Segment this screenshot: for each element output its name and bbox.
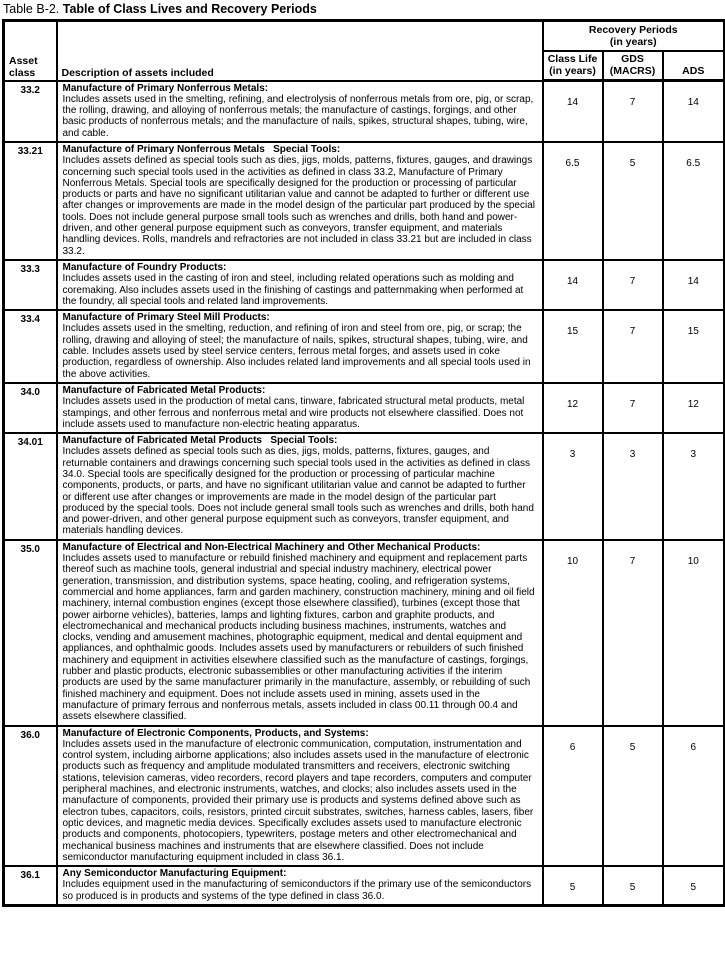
description-cell <box>57 866 543 905</box>
gds-value: 7 <box>603 260 663 310</box>
description-cell <box>57 383 543 433</box>
description-heading: Manufacture of Electronic Components, Products, and Systems: <box>62 727 369 739</box>
description-cell <box>57 540 543 726</box>
table-row <box>4 866 725 905</box>
table-number-label: Table B-2. <box>3 2 60 16</box>
asset-class-code: 33.21 <box>4 142 57 260</box>
description-heading: Manufacture of Primary Steel Mill Products: <box>62 312 270 324</box>
header-gds-line1: GDS <box>621 53 644 65</box>
class-life-value: 12 <box>543 383 603 433</box>
gds-value: 7 <box>603 310 663 383</box>
description-heading: Any Semiconductor Manufacturing Equipment: <box>62 868 287 880</box>
description-heading: Manufacture of Fabricated Metal Products: <box>62 384 266 396</box>
description-body: Includes assets defined as special tools such as dies, jigs, molds, patterns, fixtures, gauges, and drawings concerning such special tools used in the activities as defined in class 33.2, Manufacture of Primary Nonferrous Metals. Special tools are specifically designed for the production or processing of particular products or parts and have no significant utilitarian value and cannot be adapted to further or different use after changes or improvements are made in the model design of the particular part produced by the special tools. Does not include general purpose small tools such as wrenches and drills, both hand and power-driven, and other general purpose equipment such as conveyors, transfer equipment, and materials handling devices. Rolls, mandrels and refractories are not included in class 33.21 but are included in class 33.2. <box>62 155 535 257</box>
header-recovery-periods <box>543 21 725 52</box>
ads-value: 12 <box>663 383 725 433</box>
gds-value: 7 <box>603 383 663 433</box>
ads-value: 6 <box>663 726 725 867</box>
asset-class-code: 35.0 <box>4 540 57 726</box>
page-title <box>0 0 725 19</box>
class-lives-table <box>2 19 725 907</box>
description-heading: Manufacture of Electrical and Non-Electrical Machinery and Other Mechanical Products: <box>62 541 481 553</box>
header-class-life-line2: (in years) <box>549 65 596 77</box>
table-title-text: Table of Class Lives and Recovery Periods <box>62 2 317 16</box>
ads-value: 14 <box>663 81 725 142</box>
class-life-value: 14 <box>543 81 603 142</box>
ads-value: 6.5 <box>663 142 725 260</box>
description-cell <box>57 433 543 540</box>
table-row <box>4 81 725 142</box>
description-heading: Manufacture of Fabricated Metal Products Special Tools: <box>62 435 338 447</box>
description-heading: Manufacture of Primary Nonferrous Metals Special Tools: <box>62 143 341 155</box>
description-heading: Manufacture of Primary Nonferrous Metals: <box>62 82 269 94</box>
header-gds-line2: (MACRS) <box>609 65 656 77</box>
description-heading: Manufacture of Foundry Products: <box>62 261 227 273</box>
header-ads: ADS <box>663 51 725 81</box>
class-life-value: 5 <box>543 866 603 905</box>
ads-value: 3 <box>663 433 725 540</box>
description-cell <box>57 726 543 867</box>
ads-value: 10 <box>663 540 725 726</box>
asset-class-code: 34.01 <box>4 433 57 540</box>
class-life-value: 14 <box>543 260 603 310</box>
gds-value: 7 <box>603 540 663 726</box>
table-row <box>4 383 725 433</box>
ads-value: 5 <box>663 866 725 905</box>
gds-value: 5 <box>603 866 663 905</box>
class-life-value: 10 <box>543 540 603 726</box>
table-row <box>4 433 725 540</box>
table-row <box>4 726 725 867</box>
description-cell <box>57 260 543 310</box>
description-body: Includes assets used to manufacture or rebuild finished machinery and equipment and replacement parts thereof such as machine tools, general industrial and special industry machinery, electrical power generation, transmission, and distribution systems, space heating, cooling, and refrigeration systems, commercial and home appliances, farm and garden machinery, construction machinery, mining and oil field machinery, internal combustion engines (except those elsewhere classified), turbines (except those that power airborne vehicles), batteries, lamps and lighting fixtures, carbon and graphite products, and electromechanical and mechanical products including business machines, instruments, watches and clocks, vending and amusement machines, photographic equipment, medical and dental equipment and appliances, and ophthalmic goods. Includes assets used by manufacturers or rebuilders of such finished machinery and equipment in activities elsewhere classified such as the manufacture of castings, forgings, rubber and plastic products, electronic subassemblies or other manufacturing activities if the interim products are used by the same manufacturer primarily in the manufacture, assembly, or rebuilding of such finished machinery and equipment. Does not include assets used in mining, assets used in the manufacture of primary ferrous and nonferrous metals, assets included in class 00.11 through 00.4 and assets elsewhere classified. <box>62 553 535 723</box>
header-class-life <box>543 51 603 81</box>
header-asset-class: Asset class <box>4 21 57 81</box>
header-recovery-line2: (in years) <box>609 36 657 48</box>
table-row <box>4 540 725 726</box>
header-class-life-line1: Class Life <box>547 53 598 65</box>
gds-value: 5 <box>603 726 663 867</box>
gds-value: 7 <box>603 81 663 142</box>
asset-class-code: 34.0 <box>4 383 57 433</box>
class-life-value: 6 <box>543 726 603 867</box>
header-recovery-line1: Recovery Periods <box>588 24 678 36</box>
description-cell <box>57 142 543 260</box>
table-row <box>4 142 725 260</box>
table-row <box>4 310 725 383</box>
asset-class-code: 33.4 <box>4 310 57 383</box>
ads-value: 14 <box>663 260 725 310</box>
description-body: Includes assets defined as special tools such as dies, jigs, molds, patterns, fixtures, gauges, and returnable containers and drawings concerning such special tools used in the activities as defined in class 34.0. Special tools are specifically designed for the production or processing of particular machine components, products, or parts, and have no significant utilitarian value and cannot be adapted to further or different use after changes or improvements are made in the model design of the particular part produced by the special tools. Does not include general small tools such as wrenches and drills, both hand and power-driven, and other general purpose equipment such as conveyors, transfer equipment, and materials handling devices. <box>62 446 534 537</box>
description-cell <box>57 310 543 383</box>
class-life-value: 6.5 <box>543 142 603 260</box>
gds-value: 3 <box>603 433 663 540</box>
gds-value: 5 <box>603 142 663 260</box>
table-row <box>4 260 725 310</box>
description-body: Includes assets used in the manufacture of electronic communication, computation, instrumentation and control system, including airborne applications; also includes assets used in the manufacture of electronic products such as frequency and amplitude modulated transmitters and receivers, electronic switching stations, television cameras, video recorders, record players and tape recorders, computers and computer peripheral machines, and electronic instruments, watches, and clocks; also includes assets used in the manufacture of components, provided their primary use is products and systems defined above such as electron tubes, capacitors, coils, resistors, printed circuit substrates, switches, harness cables, lasers, fiber optic devices, and magnetic media devices. Specifically excludes assets used to manufacture electronic products and components, photocopiers, typewriters, postage meters and other electromechanical and mechanical business machines and instruments that are elsewhere classified. Does not include semiconductor manufacturing equipment included in class 36.1. <box>62 738 534 863</box>
asset-class-code: 36.0 <box>4 726 57 867</box>
class-life-value: 3 <box>543 433 603 540</box>
description-body: Includes equipment used in the manufacturing of semiconductors if the primary use of the semiconductors so produced is in products and systems of the type defined in class 36.0. <box>62 879 532 902</box>
description-cell <box>57 81 543 142</box>
description-body: Includes assets used in the casting of iron and steel, including related operations such as molding and coremaking. Also includes assets used in the finishing of castings and patternmaking when performed at the foundry, all special tools and related land improvements. <box>62 273 524 307</box>
header-description: Description of assets included <box>57 21 543 81</box>
header-gds <box>603 51 663 81</box>
asset-class-code: 36.1 <box>4 866 57 905</box>
asset-class-code: 33.2 <box>4 81 57 142</box>
description-body: Includes assets used in the smelting, refining, and electrolysis of nonferrous metals from ore, pig, or scrap, the rolling, drawing, and alloying of nonferrous metals; the manufacture of castings, forgings, and other basic products of nonferrous metals; and the manufacture of nails, spikes, structural shapes, tubing, wire, and cable. <box>62 93 534 139</box>
class-life-value: 15 <box>543 310 603 383</box>
description-body: Includes assets used in the smelting, reduction, and refining of iron and steel from ore, pig, or scrap; the rolling, drawing and alloying of steel; the manufacture of nails, spikes, structural shapes, tubing, wire, and cable. Includes assets used by steel service centers, ferrous metal forges, and assets used in coke production, regardless of ownership. Also includes related land improvements and all special tools used in the above activities. <box>62 323 531 380</box>
description-body: Includes assets used in the production of metal cans, tinware, fabricated structural metal products, metal stampings, and other ferrous and nonferrous metal and wire products not elsewhere classified. Does not include assets used to manufacture non-electric heating apparatus. <box>62 396 525 430</box>
asset-class-code: 33.3 <box>4 260 57 310</box>
ads-value: 15 <box>663 310 725 383</box>
